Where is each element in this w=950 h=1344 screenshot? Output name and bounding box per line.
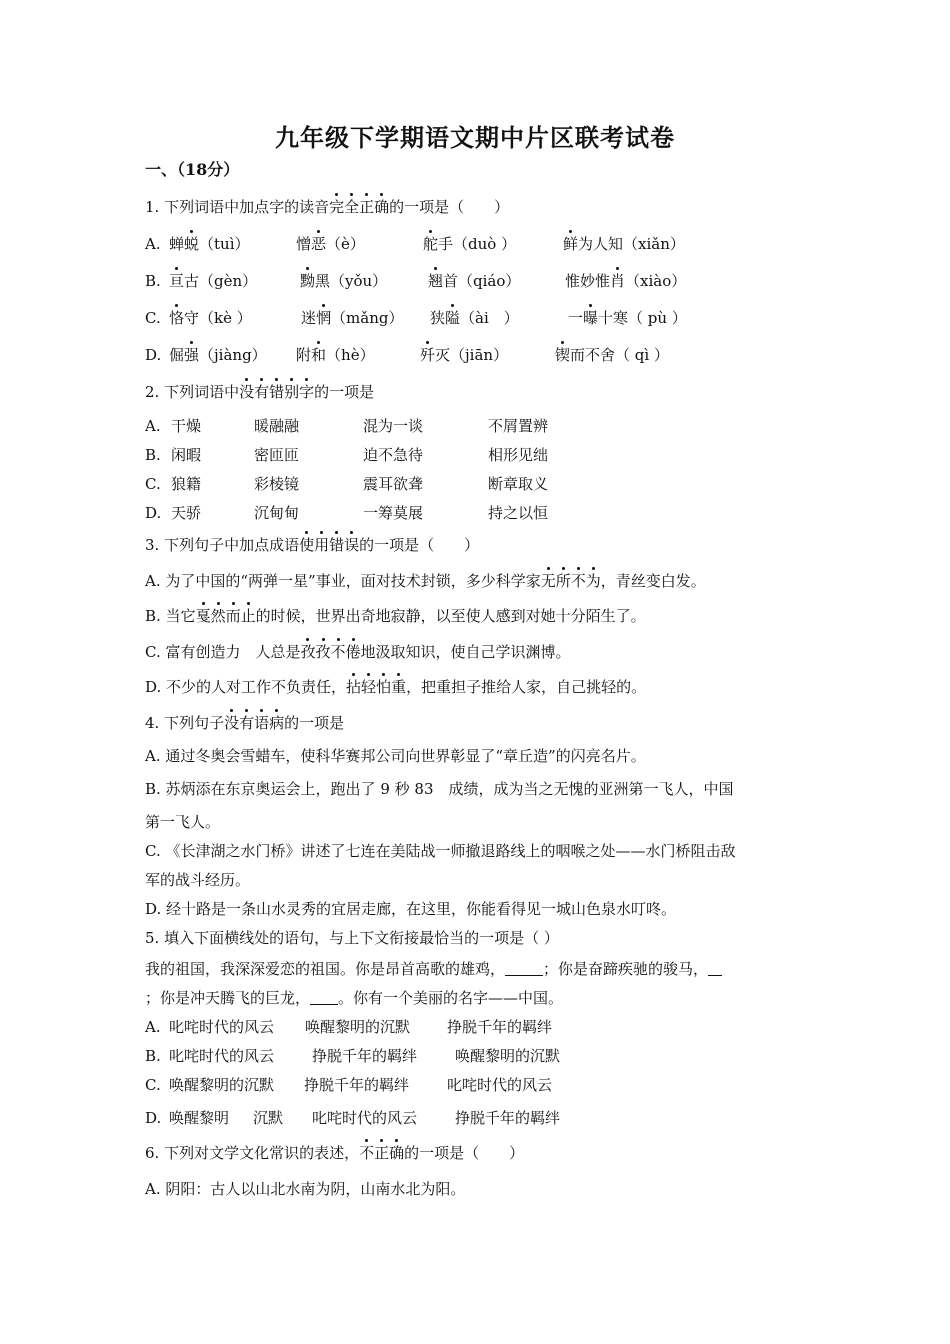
emphasized-char: 强 [184,346,200,364]
text-segment: 唤醒黎明 [169,1109,230,1127]
text-segment: 。你有一个美丽的名字——中国。 [338,989,564,1007]
text-segment: 震耳欲聋 [363,475,424,493]
question-6-option-a: A. 阴阳：古人以山北水南为阴，山南水北为阳。 [145,1180,466,1198]
emphasized-char: 不 [359,1144,375,1162]
text-segment: 干燥 [171,417,202,435]
emphasized-char: 错 [269,383,285,401]
option-item [565,271,686,291]
text-segment: 挣脱千年的羁绊 [447,1018,553,1036]
text-segment [300,643,360,661]
text-segment [359,1144,404,1162]
emphasized-char: 惘 [316,309,332,327]
question-4-option-c-cont: 军的战斗经历。 [145,871,251,889]
question-3-option-b [145,606,646,626]
text-segment: 的时候，世界出奇地寂静，以至使人感到对她十分陌生了。 [255,607,646,625]
emphasized-char: 曝 [583,309,599,327]
emphasized-char: 翘 [428,272,444,290]
text-segment: 蝉 [169,235,185,253]
text-segment: （ài ） [460,309,519,327]
option-item [169,308,252,328]
text-segment: 唤醒黎明的沉默 [305,1018,411,1036]
question-5-stem: 5. 填入下面横线处的语句，与上下文衔接最恰当的一项是（ ） [145,929,559,947]
question-6-stem [145,1143,524,1163]
text-segment: 唤醒黎明的沉默 [169,1076,275,1094]
text-segment: 附 [296,346,312,364]
text-segment: D. [145,1109,162,1127]
text-segment: 一筹莫展 [363,504,424,522]
emphasized-char: 用 [314,536,330,554]
question-3-option-c [145,642,571,662]
emphasized-char: 没 [239,383,255,401]
option-item [563,234,685,254]
emphasized-char: 错 [329,536,345,554]
text-segment: 4. 下列句子 [145,714,225,732]
text-segment: 挣脱千年的羁绊 [312,1047,418,1065]
text-segment: 狭 [430,309,446,327]
text-segment: 古（gèn） [184,272,258,290]
text-segment: 惟妙惟 [565,272,611,290]
emphasized-char: 误 [344,536,360,554]
option-label: D. [145,346,162,364]
text-segment: 1. 下列词语中加点字的读音 [145,198,330,216]
option-item [420,345,508,365]
option-item [296,234,365,254]
emphasized-char: 隘 [445,309,461,327]
text-segment: 迷 [301,309,317,327]
text-segment: 地汲取知识，使自己学识渊博。 [360,643,571,661]
text-segment: C. 富有创造力 人总是 [145,643,301,661]
emphasized-char: 和 [311,346,327,364]
text-segment: 相形见绌 [488,446,549,464]
page-title: 九年级下学期语文期中片区联考试卷 [275,123,675,152]
emphasized-char: 语 [254,714,270,732]
emphasized-char: 怕 [376,678,392,696]
text-segment: （mǎng） [331,309,404,327]
text-segment: 天骄 [171,504,202,522]
emphasized-char: 轻 [361,678,377,696]
option-item [296,345,375,365]
emphasized-char: 恪 [169,309,185,327]
emphasized-char: 所 [555,572,571,590]
emphasized-char: 蜕 [184,235,200,253]
question-2-stem [145,382,374,402]
text-segment: C. [145,1076,161,1094]
text-segment: ；你是冲天腾飞的巨龙， [145,989,311,1007]
text-segment: （xiào） [625,272,687,290]
text-segment: 混为一谈 [363,417,424,435]
question-1-stem [145,197,509,217]
emphasized-char: 全 [344,198,360,216]
text-segment: 的一项是 [284,714,345,732]
text-segment: A. [145,1018,161,1036]
emphasized-char: 黝 [300,272,316,290]
emphasized-char: 锲 [555,346,571,364]
text-segment: D. 不少的人对工作不负责任， [145,678,347,696]
emphasized-char: 不 [570,572,586,590]
text-segment: （è） [326,235,365,253]
option-label: A. [145,235,161,253]
text-segment: 的一项是（ ） [359,536,480,554]
option-item [301,308,403,328]
question-5-passage [145,959,722,979]
question-4-option-c: C. 《长津湖之水门桥》讲述了七连在美陆战一师撤退路线上的咽喉之处——水门桥阻击敌 [145,842,736,860]
text-segment: 为人知（xiǎn） [578,235,685,253]
blank-line [505,961,543,976]
text-segment: 叱咤时代的风云 [447,1076,553,1094]
blank-line [310,990,338,1005]
text-segment: 迫不急待 [363,446,424,464]
emphasized-char: 孜 [300,643,316,661]
option-item [169,345,267,365]
text-segment: 6. 下列对文学文化常识的表述， [145,1144,360,1162]
text-segment: 3. 下列句子中加点成语 [145,536,300,554]
emphasized-char: 无 [540,572,556,590]
emphasized-char: 亘 [169,272,185,290]
text-segment [541,572,601,590]
emphasized-char: 别 [284,383,300,401]
text-segment: 灭（jiān） [435,346,509,364]
emphasized-char: 然 [210,607,226,625]
text-segment: 唤醒黎明的沉默 [455,1047,561,1065]
emphasized-char: 完 [329,198,345,216]
text-segment: 倔 [169,346,185,364]
text-segment: D. [145,504,162,522]
text-segment: A. [145,417,161,435]
text-segment: 我的祖国，我深深爱恋的祖国。你是昂首高歌的雄鸡， [145,960,506,978]
text-segment: 断章取义 [488,475,549,493]
option-label: B. [145,272,161,290]
option-item [169,271,257,291]
emphasized-char: 鲜 [563,235,579,253]
emphasized-char: 舵 [423,235,439,253]
emphasized-char: 确 [389,1144,405,1162]
question-3-option-a [145,571,706,591]
text-segment: 叱咤时代的风云 [169,1018,275,1036]
text-segment: 2. 下列词语中 [145,383,240,401]
text-segment: 持之以恒 [488,504,549,522]
emphasized-char: 不 [330,643,346,661]
emphasized-char: 戛 [195,607,211,625]
text-segment [346,678,406,696]
text-segment: ；你是奋蹄疾驰的骏马， [543,960,709,978]
text-segment: B. [145,1047,161,1065]
emphasized-char: 肖 [610,272,626,290]
option-item [568,308,687,328]
text-segment: 的一项是（ ） [389,198,510,216]
text-segment: 闲暇 [171,446,202,464]
emphasized-char: 倦 [345,643,361,661]
text-segment: 一 [568,309,584,327]
text-segment: 不屑置辨 [488,417,549,435]
question-4-stem [145,713,344,733]
text-segment: （hè） [326,346,375,364]
option-item [555,345,669,365]
emphasized-char: 有 [239,714,255,732]
emphasized-char: 有 [254,383,270,401]
text-segment: 沉默 [253,1109,284,1127]
text-segment: 暖融融 [254,417,300,435]
emphasized-char: 使 [299,536,315,554]
text-segment: ，青丝变白发。 [600,572,706,590]
text-segment: 憎 [296,235,312,253]
text-segment: 十寒（ pù ） [598,309,687,327]
text-segment [299,536,359,554]
text-segment: 首（qiáo） [443,272,521,290]
option-item [428,271,520,291]
question-5-passage-cont [145,988,563,1008]
text-segment: 狼籍 [171,475,202,493]
text-segment: ，把重担子推给人家，自己挑轻的。 [406,678,647,696]
emphasized-char: 为 [585,572,601,590]
text-segment: 叱咤时代的风云 [312,1109,418,1127]
text-segment: 而不舍（ qì ） [570,346,669,364]
question-4-option-b-cont: 第一飞人。 [145,813,221,831]
option-item [423,234,516,254]
option-item [169,234,250,254]
text-segment: 密匝匝 [254,446,300,464]
text-segment: 守（kè ） [184,309,252,327]
question-3-stem [145,535,479,555]
text-segment: 叱咤时代的风云 [169,1047,275,1065]
emphasized-char: 正 [374,1144,390,1162]
text-segment: A. 为了中国的“两弹一星”事业，面对技术封锁，多少科学家 [145,572,541,590]
text-segment: （jiàng） [199,346,267,364]
option-label: C. [145,309,161,327]
emphasized-char: 拈 [346,678,362,696]
question-4-option-d: D. 经十路是一条山水灵秀的宜居走廊，在这里，你能看得见一城山色泉水叮咚。 [145,900,677,918]
text-segment: 的一项是 [314,383,375,401]
question-4-option-a: A. 通过冬奥会雪蜡车，使科华赛邦公司向世界彰显了“章丘造”的闪亮名片。 [145,747,646,765]
text-segment: B. [145,446,161,464]
text-segment: 挣脱千年的羁绊 [455,1109,561,1127]
text-segment [196,607,256,625]
emphasized-char: 孜 [315,643,331,661]
emphasized-char: 正 [359,198,375,216]
text-segment: 挣脱千年的羁绊 [304,1076,410,1094]
emphasized-char: 没 [224,714,240,732]
emphasized-char: 而 [225,607,241,625]
option-item [300,271,387,291]
emphasized-char: 字 [299,383,315,401]
text-segment [224,714,284,732]
text-segment: 的一项是（ ） [404,1144,525,1162]
text-segment: 手（duò ） [438,235,517,253]
text-segment: 黑（yǒu） [315,272,388,290]
section-heading: 一、（18分） [145,160,240,179]
option-item [430,308,519,328]
text-segment [239,383,314,401]
text-segment: （tuì） [199,235,250,253]
emphasized-char: 止 [240,607,256,625]
emphasized-char: 病 [269,714,285,732]
text-segment: 沉甸甸 [254,504,300,522]
emphasized-char: 恶 [311,235,327,253]
emphasized-char: 确 [374,198,390,216]
text-segment: 彩棱镜 [254,475,300,493]
blank-line [708,961,722,976]
emphasized-char: 重 [391,678,407,696]
question-4-option-b: B. 苏炳添在东京奥运会上，跑出了 9 秒 83 成绩，成为当之无愧的亚洲第一飞人，中国 [145,780,734,798]
question-3-option-d [145,677,646,697]
emphasis-text [329,198,389,216]
text-segment: B. 当它 [145,607,196,625]
emphasized-char: 歼 [420,346,436,364]
text-segment: C. [145,475,161,493]
